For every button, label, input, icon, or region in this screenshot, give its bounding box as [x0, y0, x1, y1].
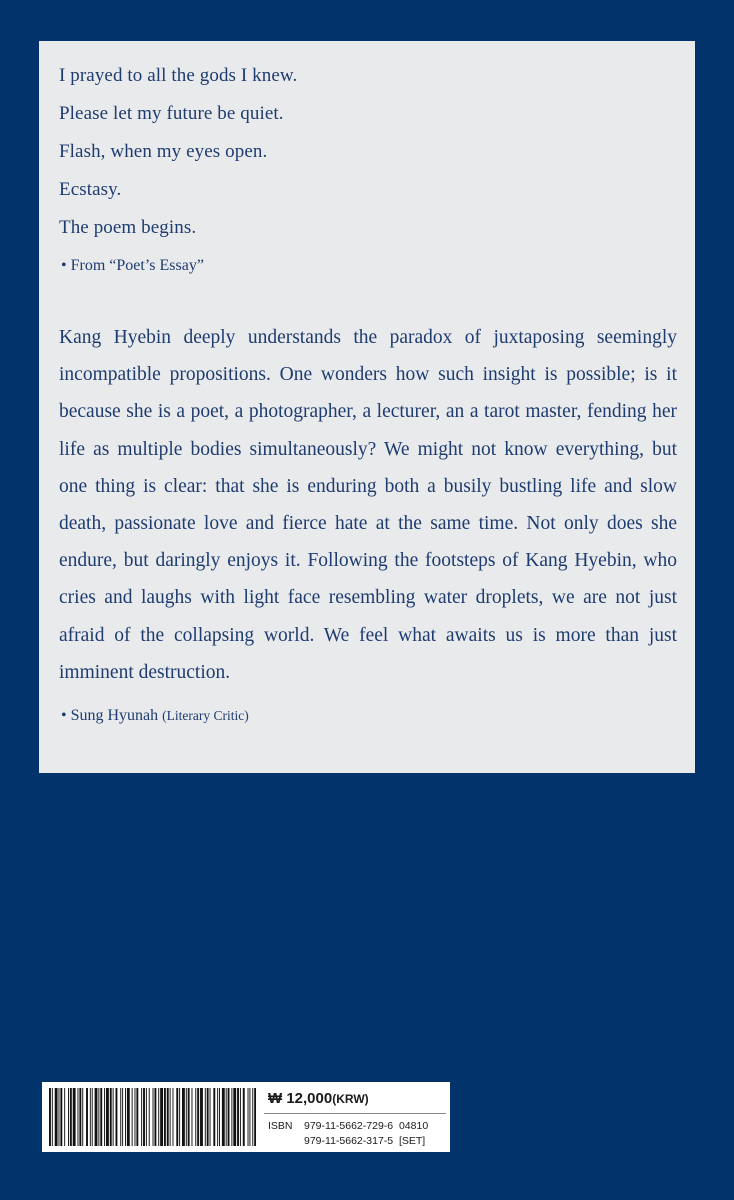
critic-review: Kang Hyebin deeply understands the paradox of juxtaposing seemingly incompatible propositions. One wonders how such insight is possible; is it because she is a poet, a photographer, a lecturer, an a tarot master, fending her life as multiple bodies simultaneously? We might not know everything, but one thing is clear: that she is enduring both a busily bustling life and slow death, passionate love and fierce hate at the same time. Not only does she endure, but daringly enjoys it. Following the footsteps of Kang Hyebin, who cries and laughs with light face resembling water droplets, we are not just afraid of the collapsing world. We feel what awaits us is more than just imminent destruction. — [59, 327, 677, 683]
isbn-barcode — [48, 1088, 256, 1146]
critic-role: (Literary Critic) — [162, 708, 249, 724]
poem-line: The poem begins. — [59, 217, 197, 238]
isbn-number: 979-11-5662-317-5 — [304, 1135, 394, 1147]
critic-name: • Sung Hyunah — [61, 707, 159, 725]
price-currency: (KRW) — [332, 1092, 369, 1106]
isbn-block — [268, 1119, 428, 1149]
price — [268, 1090, 369, 1107]
poem-line: Please let my future be quiet. — [59, 103, 284, 124]
critic-attribution — [59, 707, 677, 725]
isbn-addon: [SET] — [398, 1135, 426, 1147]
poem-excerpt — [59, 57, 677, 247]
poem-line: I prayed to all the gods I knew. — [59, 65, 298, 86]
isbn-addon: 04810 — [398, 1120, 429, 1132]
blurb-panel — [39, 41, 695, 773]
isbn-row — [268, 1134, 428, 1149]
poem-line: Ecstasy. — [59, 179, 122, 200]
poem-source: • From “Poet’s Essay” — [61, 257, 204, 274]
price-value: ₩ 12,000 — [268, 1090, 333, 1107]
isbn-number: 979-11-5662-729-6 — [304, 1120, 394, 1132]
price-divider — [264, 1113, 446, 1114]
barcode-label — [42, 1082, 450, 1152]
isbn-label: ISBN — [268, 1120, 293, 1132]
isbn-row — [268, 1119, 428, 1134]
poem-line: Flash, when my eyes open. — [59, 141, 268, 162]
